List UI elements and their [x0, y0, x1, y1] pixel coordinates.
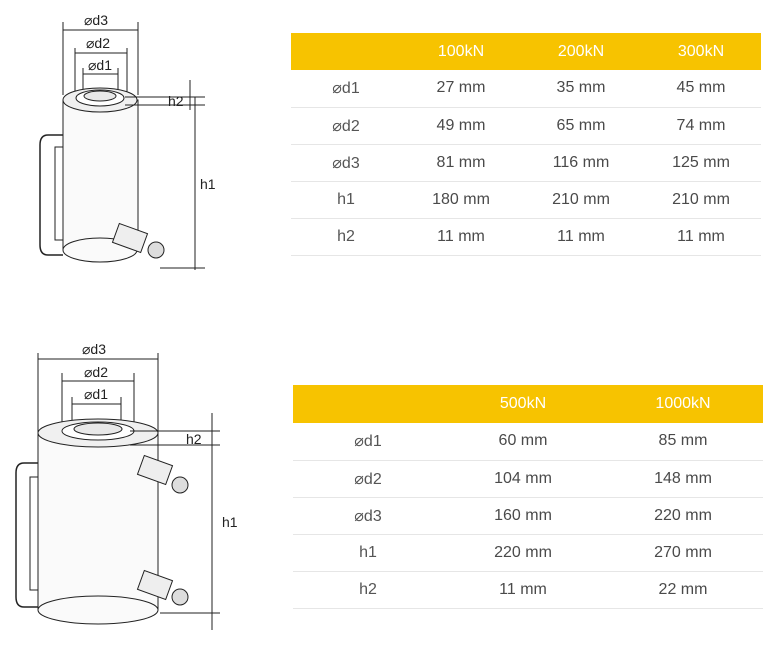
cell: 270 mm: [603, 534, 763, 571]
cell: 220 mm: [603, 497, 763, 534]
cell: 65 mm: [521, 107, 641, 144]
row-label: h2: [291, 218, 401, 255]
table-row: [293, 460, 763, 497]
cylinder-diagram-1: [0, 0, 280, 300]
row-label: h2: [293, 571, 443, 608]
table-row: [293, 571, 763, 608]
table2-corner: [293, 385, 443, 423]
row-label: h1: [293, 534, 443, 571]
cell: 60 mm: [443, 423, 603, 460]
row-label: ⌀d1: [291, 70, 401, 107]
cell: 49 mm: [401, 107, 521, 144]
dim-d1-label: ⌀d1: [88, 57, 113, 73]
cell: 11 mm: [443, 571, 603, 608]
cell: 148 mm: [603, 460, 763, 497]
cell: 160 mm: [443, 497, 603, 534]
row-label: ⌀d3: [291, 144, 401, 181]
row-label: ⌀d2: [291, 107, 401, 144]
cell: 116 mm: [521, 144, 641, 181]
cell: 220 mm: [443, 534, 603, 571]
cell: 35 mm: [521, 70, 641, 107]
cell: 11 mm: [521, 218, 641, 255]
cell: 11 mm: [401, 218, 521, 255]
cell: 104 mm: [443, 460, 603, 497]
table-row: [293, 423, 763, 460]
table1-header-300kn: 300kN: [641, 33, 761, 70]
cell: 210 mm: [521, 181, 641, 218]
cell: 11 mm: [641, 218, 761, 255]
spec-table-2: [293, 385, 763, 609]
table-row: [291, 107, 761, 144]
table1-header-100kn: 100kN: [401, 33, 521, 70]
table1-corner: [291, 33, 401, 70]
table2-header-500kn: 500kN: [443, 385, 603, 423]
dim-d3-label: ⌀d3: [84, 12, 109, 28]
dim-h1-label: h1: [222, 514, 238, 530]
cell: 27 mm: [401, 70, 521, 107]
dim-d3-label: ⌀d3: [82, 341, 107, 357]
cylinder-diagram-2: [0, 335, 280, 635]
cell: 210 mm: [641, 181, 761, 218]
cell: 45 mm: [641, 70, 761, 107]
spec-table-1: [291, 33, 761, 256]
row-label: ⌀d2: [293, 460, 443, 497]
cell: 81 mm: [401, 144, 521, 181]
cell: 22 mm: [603, 571, 763, 608]
cell: 125 mm: [641, 144, 761, 181]
table1-header-200kn: 200kN: [521, 33, 641, 70]
table-row: [291, 218, 761, 255]
dim-d1-label: ⌀d1: [84, 386, 109, 402]
table-row: [291, 181, 761, 218]
cell: 74 mm: [641, 107, 761, 144]
dim-d2-label: ⌀d2: [86, 35, 111, 51]
table-row: [291, 144, 761, 181]
dim-d2-label: ⌀d2: [84, 364, 109, 380]
table-row: [293, 497, 763, 534]
cell: 180 mm: [401, 181, 521, 218]
table-row: [291, 70, 761, 107]
dim-h1-label: h1: [200, 176, 216, 192]
table2-header-1000kn: 1000kN: [603, 385, 763, 423]
row-label: ⌀d3: [293, 497, 443, 534]
cell: 85 mm: [603, 423, 763, 460]
row-label: h1: [291, 181, 401, 218]
row-label: ⌀d1: [293, 423, 443, 460]
dim-h2-label: h2: [186, 431, 202, 447]
table-row: [293, 534, 763, 571]
dim-h2-label: h2: [168, 93, 184, 109]
